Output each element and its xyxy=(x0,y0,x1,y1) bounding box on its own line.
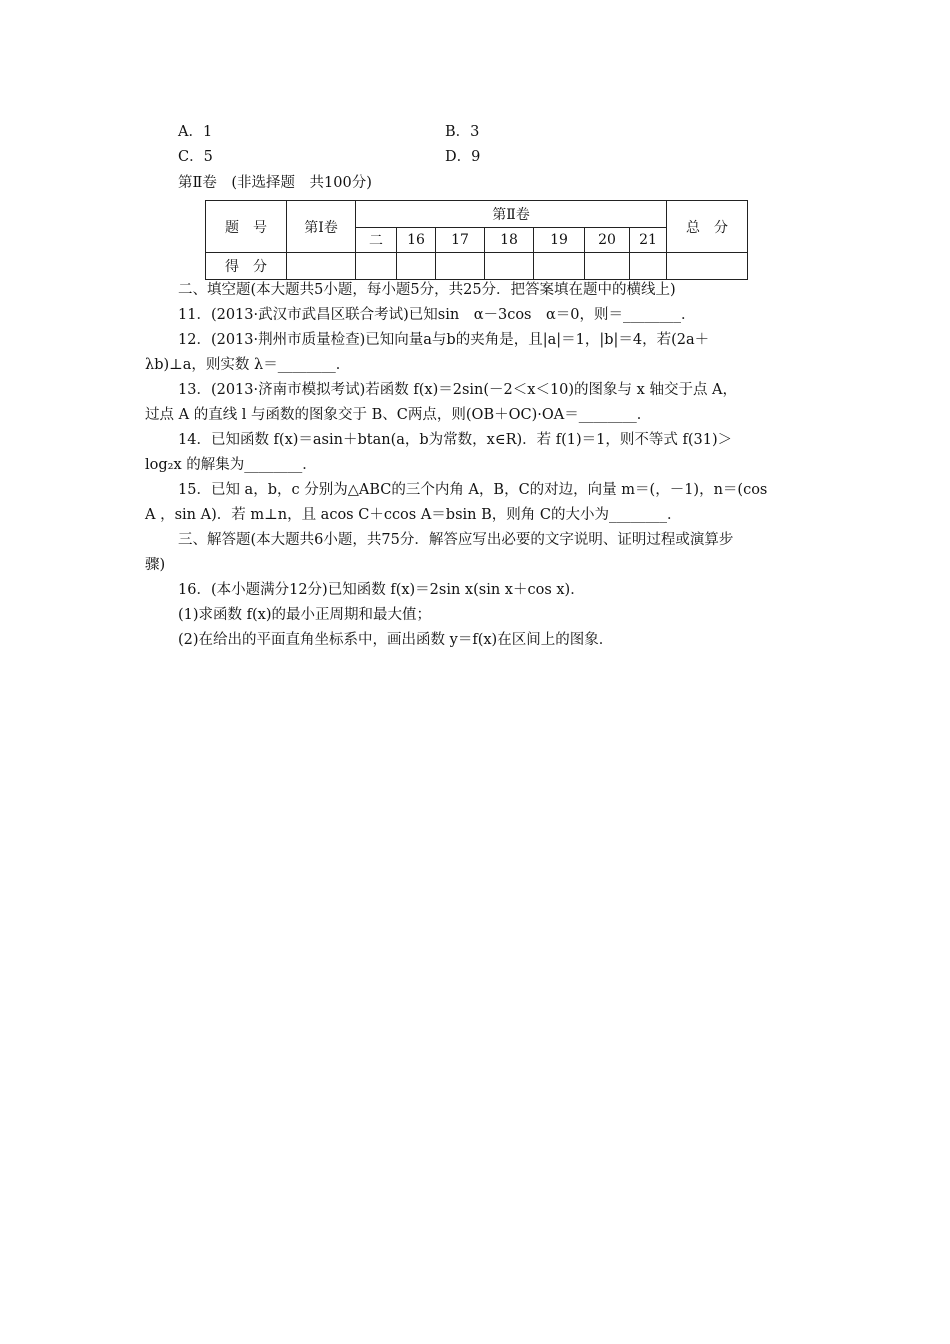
score-cell xyxy=(667,253,748,280)
subcol-er: 二 xyxy=(356,228,397,253)
subcol-16: 16 xyxy=(397,228,436,253)
question-13-line2: 过点 A 的直线 l 与函数的图象交于 B、C两点，则(OB＋OC)·OA＝________． xyxy=(145,407,652,423)
score-cell xyxy=(436,253,485,280)
question-15-line2: A ，sin A)．若 m⊥n，且 acos C＋ccos A＝bsin B，则角 C的大小为________． xyxy=(145,507,682,523)
subcol-19: 19 xyxy=(534,228,585,253)
subcol-20: 20 xyxy=(585,228,630,253)
subcol-18: 18 xyxy=(485,228,534,253)
header-juan1: 第Ⅰ卷 xyxy=(287,201,356,253)
subcol-17: 17 xyxy=(436,228,485,253)
question-16: 16．(本小题满分12分)已知函数 f(x)＝2sin x(sin x＋cos x)． xyxy=(178,582,585,598)
row-defen-label: 得 分 xyxy=(206,253,287,280)
header-juan2: 第Ⅱ卷 xyxy=(356,201,667,228)
header-zongfen: 总 分 xyxy=(667,201,748,253)
score-cell xyxy=(485,253,534,280)
subcol-21: 21 xyxy=(630,228,667,253)
question-16-part1: (1)求函数 f(x)的最小正周期和最大值； xyxy=(178,607,432,623)
option-a: A．1 xyxy=(178,124,213,140)
answer-section-header-line1: 三、解答题(本大题共6小题，共75分．解答应写出必要的文字说明、证明过程或演算步 xyxy=(178,532,734,548)
option-b: B．3 xyxy=(445,124,480,140)
question-12-line1: 12．(2013·荆州市质量检查)已知向量a与b的夹角是，且|a|＝1，|b|＝4，若(2a＋ xyxy=(178,332,710,348)
answer-section-header-line2: 骤) xyxy=(145,557,166,573)
score-cell xyxy=(630,253,667,280)
option-c: C．5 xyxy=(178,149,213,165)
option-d: D．9 xyxy=(445,149,481,165)
question-15-line1: 15．已知 a，b，c 分别为△ABC的三个内角 A，B，C的对边，向量 m＝(，－1)，n＝(cos xyxy=(178,482,768,498)
question-14-line2: log₂x 的解集为________． xyxy=(145,457,317,473)
header-tihao: 题 号 xyxy=(206,201,287,253)
score-cell xyxy=(397,253,436,280)
question-13-line1: 13．(2013·济南市模拟考试)若函数 f(x)＝2sin(－2＜x＜10)的图象与 x 轴交于点 A， xyxy=(178,382,738,398)
question-16-part2: (2)在给出的平面直角坐标系中，画出函数 y＝f(x)在区间上的图象． xyxy=(178,632,614,648)
score-cell xyxy=(356,253,397,280)
question-12-line2: λb)⊥a，则实数 λ＝________． xyxy=(145,357,351,373)
score-cell xyxy=(585,253,630,280)
score-cell xyxy=(534,253,585,280)
score-table xyxy=(205,200,748,280)
score-cell xyxy=(287,253,356,280)
question-14-line1: 14．已知函数 f(x)＝asin＋btan(a，b为常数，x∈R)．若 f(1)＝1，则不等式 f(31)＞ xyxy=(178,432,733,448)
fill-section-header: 二、填空题(本大题共5小题，每小题5分，共25分．把答案填在题中的横线上) xyxy=(178,282,676,298)
question-11: 11．(2013·武汉市武昌区联合考试)已知sin α－3cos α＝0，则＝________． xyxy=(178,307,696,323)
section2-title: 第Ⅱ卷 (非选择题 共100分) xyxy=(178,175,372,191)
